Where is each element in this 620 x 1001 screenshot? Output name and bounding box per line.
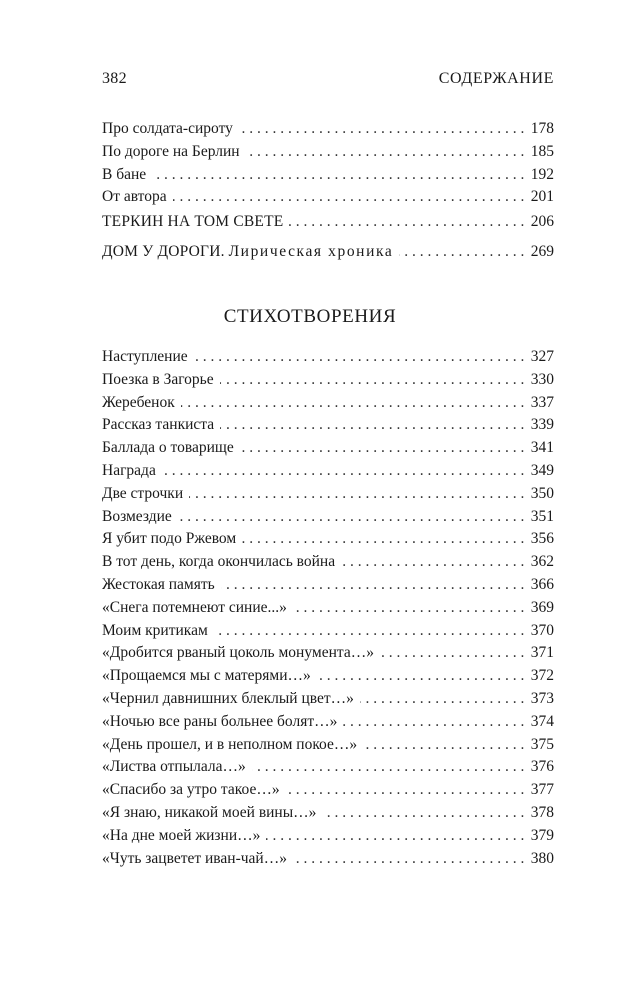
toc-entry[interactable]: [102, 642, 554, 665]
toc-entry[interactable]: [102, 665, 554, 688]
toc-entry[interactable]: [102, 118, 554, 141]
toc-entry[interactable]: [102, 369, 554, 392]
toc-entry-title: Возмездие: [102, 508, 178, 525]
toc-entry-page: 330: [526, 369, 554, 392]
page-number: 382: [102, 70, 127, 87]
toc-entry-page: 339: [526, 414, 554, 437]
toc-entry-title: Я убит подо Ржевом: [102, 530, 242, 547]
toc-entry-title: Жестокая память: [102, 576, 221, 593]
toc-entry[interactable]: [102, 734, 554, 757]
toc-entry-page: 185: [526, 141, 554, 164]
toc-entry-title: Наступление: [102, 348, 194, 365]
toc-entry-page: 371: [526, 642, 554, 665]
dot-leader: [102, 460, 554, 483]
toc-entry[interactable]: [102, 164, 554, 187]
toc-entry-page: 375: [526, 734, 554, 757]
toc-entry-title: «На дне моей жизни…»: [102, 827, 266, 844]
toc-entry-title: «Снега потемнеют синие...»: [102, 599, 293, 616]
toc-entry-page: 373: [526, 688, 554, 711]
toc-entry-title: «Прощаемся мы с матерями…»: [102, 667, 317, 684]
toc-entry-page: 201: [526, 186, 554, 209]
toc-entry[interactable]: [102, 241, 554, 264]
toc-entry[interactable]: [102, 551, 554, 574]
toc-entry[interactable]: [102, 414, 554, 437]
toc-entry-page: 362: [526, 551, 554, 574]
toc-entry-page: 341: [526, 437, 554, 460]
section-heading: СТИХОТВОРЕНИЯ: [223, 306, 397, 327]
toc-entry[interactable]: [102, 688, 554, 711]
toc-entry-page: 380: [526, 848, 554, 871]
toc-entry-title: ТЕРКИН НА ТОМ СВЕТЕ: [102, 213, 289, 230]
toc-entry-subtitle: Лирическая хроника: [228, 243, 394, 260]
toc-entry-title: «День прошел, и в неполном покое…»: [102, 736, 363, 753]
toc-entry-title: [102, 243, 399, 260]
toc-entry-title: «Чернил давнишних блеклый цвет…»: [102, 690, 360, 707]
toc-entry-title: «Листва отпылала…»: [102, 758, 252, 775]
toc-entry[interactable]: [102, 779, 554, 802]
toc-entry[interactable]: [102, 141, 554, 164]
toc-entry-title: Поезка в Загорье: [102, 371, 220, 388]
toc-entry[interactable]: [102, 620, 554, 643]
toc-entry-page: 372: [526, 665, 554, 688]
toc-entry[interactable]: [102, 392, 554, 415]
toc-entry[interactable]: [102, 825, 554, 848]
toc-entry-page: 351: [526, 506, 554, 529]
toc-entry-title: Рассказ танкиста: [102, 416, 220, 433]
toc-entry[interactable]: [102, 802, 554, 825]
toc-entry-title: «Спасибо за утро такое…»: [102, 781, 286, 798]
toc-entry-page: 376: [526, 756, 554, 779]
toc-entry-page: 269: [526, 241, 554, 264]
page-header: [102, 70, 554, 92]
toc-entry[interactable]: [102, 848, 554, 871]
toc-entry[interactable]: [102, 506, 554, 529]
toc-entry-title: В тот день, когда окончилась война: [102, 553, 341, 570]
toc-dom-u-dorogi: [102, 241, 554, 264]
toc-entry-title: Жеребенок: [102, 394, 181, 411]
toc-entry[interactable]: [102, 528, 554, 551]
toc-entry-title: Баллада о товарище: [102, 439, 240, 456]
toc-entry-page: 379: [526, 825, 554, 848]
toc-entry[interactable]: [102, 597, 554, 620]
dot-leader: [102, 164, 554, 187]
toc-entry-title: Про солдата-сироту: [102, 120, 239, 137]
toc-entry-title: «Я знаю, никакой моей вины…»: [102, 804, 322, 821]
toc-entry-title: Награда: [102, 462, 162, 479]
toc-entry-title: По дороге на Берлин: [102, 143, 246, 160]
toc-entry-page: 192: [526, 164, 554, 187]
toc-terkin-chapters: [102, 118, 554, 209]
toc-entry[interactable]: [102, 574, 554, 597]
toc-entry-title: В бане: [102, 166, 152, 183]
toc-entry-page: 377: [526, 779, 554, 802]
toc-entry-page: 349: [526, 460, 554, 483]
toc-entry-title: «Чуть зацветет иван-чай…»: [102, 850, 293, 867]
toc-entry-page: 206: [526, 211, 554, 234]
toc-entry-title: От автора: [102, 188, 173, 205]
toc-entry[interactable]: [102, 460, 554, 483]
toc-poems: [102, 346, 554, 870]
toc-entry[interactable]: [102, 346, 554, 369]
toc-entry-page: 378: [526, 802, 554, 825]
toc-entry-title: Две строчки: [102, 485, 189, 502]
toc-entry-title: «Ночью все раны больнее болят…»: [102, 713, 343, 730]
toc-entry-title-main: ДОМ У ДОРОГИ.: [102, 243, 225, 260]
toc-entry-page: 370: [526, 620, 554, 643]
toc-terkin-other-world: [102, 211, 554, 234]
toc-entry[interactable]: [102, 186, 554, 209]
toc-entry-page: 366: [526, 574, 554, 597]
toc-entry-page: 369: [526, 597, 554, 620]
toc-entry-page: 178: [526, 118, 554, 141]
toc-entry[interactable]: [102, 437, 554, 460]
toc-entry[interactable]: [102, 711, 554, 734]
running-title: СОДЕРЖАНИЕ: [438, 70, 554, 87]
toc-entry[interactable]: [102, 756, 554, 779]
toc-entry-page: 374: [526, 711, 554, 734]
toc-entry[interactable]: [102, 211, 554, 234]
toc-entry-title: Моим критикам: [102, 622, 214, 639]
toc-entry-page: 337: [526, 392, 554, 415]
toc-entry-title: «Дробится рваный цоколь монумента…»: [102, 644, 380, 661]
toc-entry[interactable]: [102, 483, 554, 506]
toc-entry-page: 356: [526, 528, 554, 551]
toc-entry-page: 350: [526, 483, 554, 506]
toc-entry-page: 327: [526, 346, 554, 369]
